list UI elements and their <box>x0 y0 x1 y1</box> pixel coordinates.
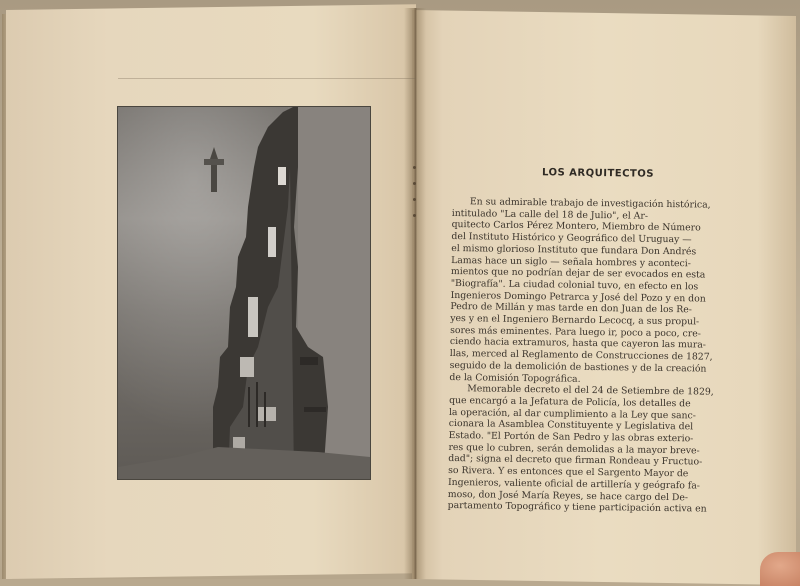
text-line: so Rivera. Y es entonces que el Sargento Mayor de <box>448 465 689 480</box>
text-line: de la Comisión Topográfica. <box>449 371 581 385</box>
body-text <box>448 196 724 516</box>
text-line: que encargó a la Jefatura de Policía, los detalles de <box>449 394 691 410</box>
text-line: En su admirable trabajo de investigación histórica, <box>469 196 711 211</box>
text-line: la operación, al dar cumplimiento a la Ley que sanc- <box>448 406 696 422</box>
text-line: el mismo glorioso Instituto que fundara Don Andrés <box>451 242 697 258</box>
text-line: sores más eminentes. Para luego ir, poco a poco, cre- <box>450 324 701 340</box>
text-line: dad"; signa el decreto que firman Rondeau y Fructuo- <box>448 453 703 468</box>
skyline-illustration <box>118 107 370 479</box>
text-line: Ingenieros, valiente oficial de artillería y geógrafo fa- <box>447 476 701 492</box>
text-line: moso, don José María Reyes, se hace cargo del De- <box>447 488 689 503</box>
text-line: intitulado "La calle del 18 de Julio", el Ar- <box>451 207 649 222</box>
text-line: Lamas hace un siglo — señala hombres y aconteci- <box>451 254 691 269</box>
text-line: del Instituto Histórico y Geográfico del Uruguay — <box>451 231 692 246</box>
text-line: res que lo cubren, serán demolidas a la mayor breve- <box>448 441 700 457</box>
text-line: Estado. "El Portón de San Pedro y las obras exterio- <box>448 430 694 445</box>
section-heading: LOS ARQUITECTOS <box>541 167 655 180</box>
text-line: seguido de la demolición de bastiones y de la creación <box>449 359 707 375</box>
book-gutter <box>404 8 426 579</box>
text-line: "Biografía". La ciudad colonial tuvo, en efecto en los <box>450 277 699 293</box>
text-line: Memorable decreto el del 24 de Setiembre de 1829, <box>467 383 714 398</box>
text-line: partamento Topográfico y tiene participación activa en <box>447 500 707 515</box>
page-rule <box>118 78 416 79</box>
text-line: mientos que no podrían dejar de ser evocados en esta <box>450 266 706 281</box>
text-line: cionara la Asamblea Constituyente y Legislativa del <box>448 418 694 433</box>
city-skyline-photo <box>117 106 371 480</box>
text-line: quitecto Carlos Pérez Montero, Miembro de Número <box>451 219 701 234</box>
text-line: yes y en el Ingeniero Bernardo Lecocq, a sus propul- <box>450 313 700 328</box>
text-line: Ingenieros Domingo Petrarca y José del Pozo y en don <box>450 289 706 305</box>
text-line: ciendo hacia extramuros, hasta que cayeron las mura- <box>449 336 706 351</box>
binding-stitch-marks <box>413 166 416 230</box>
text-line: Pedro de Millán y mas tarde en don Juan de los Re- <box>450 301 693 316</box>
text-line: llas, merced al Reglamento de Construcciones de 1827, <box>449 348 713 363</box>
thumb <box>760 552 800 586</box>
